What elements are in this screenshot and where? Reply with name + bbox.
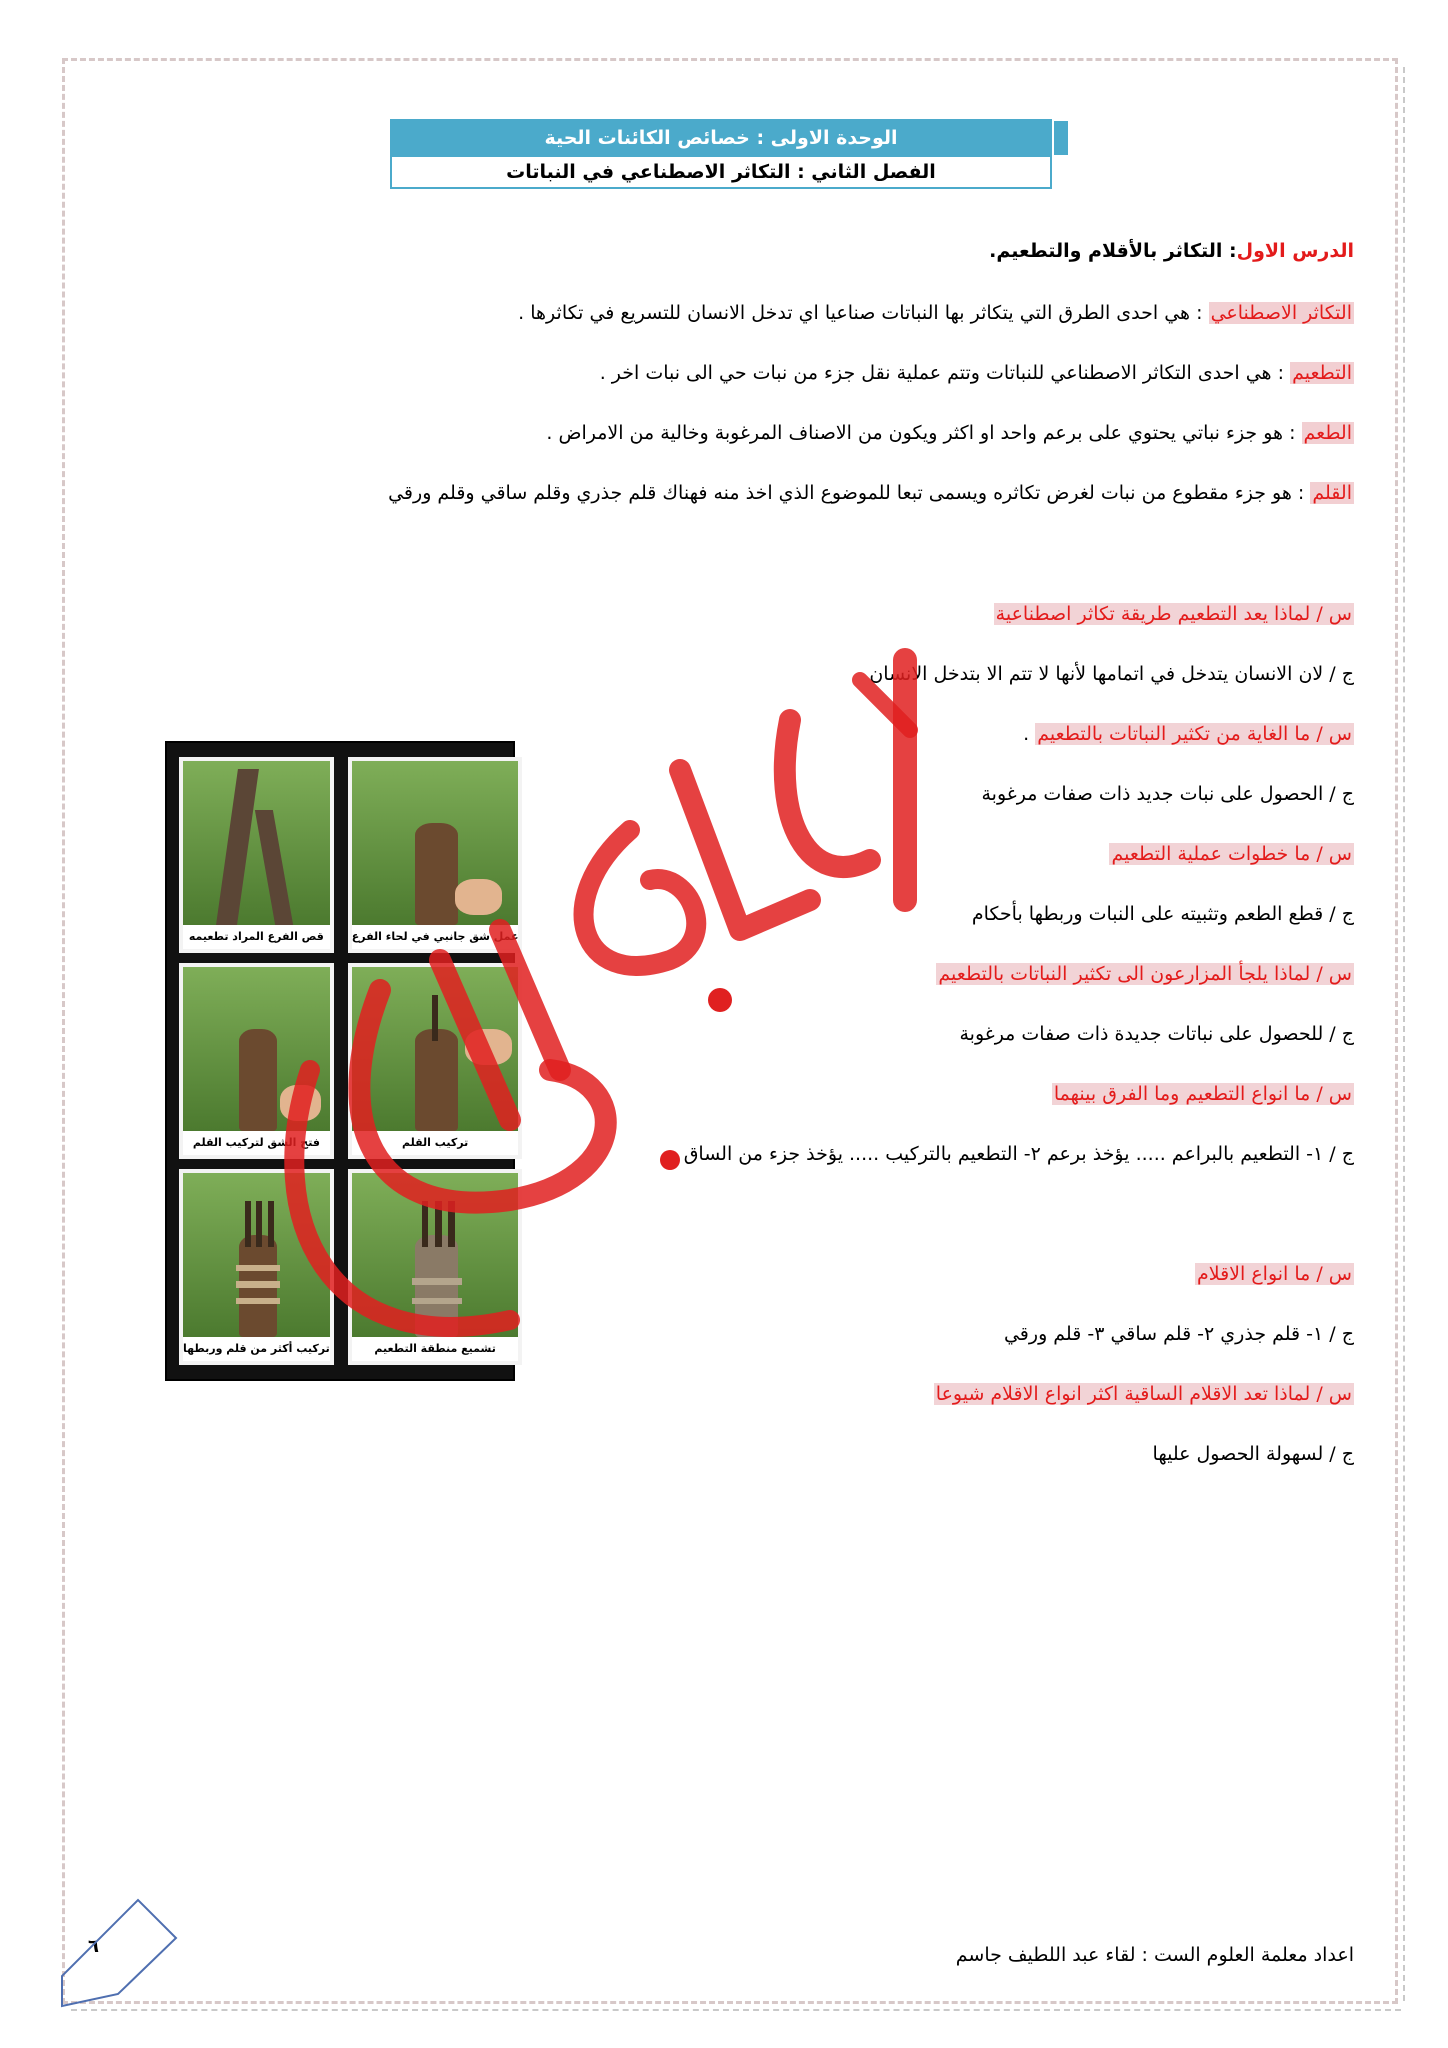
definition-term: الطعم xyxy=(1303,422,1352,444)
figure-panel xyxy=(179,1169,334,1365)
question xyxy=(1023,723,1354,745)
photo-multiple-scions xyxy=(183,1173,330,1337)
question xyxy=(1195,1263,1354,1285)
lesson-title: : التكاثر بالأقلام والتطعيم. xyxy=(989,240,1237,262)
question xyxy=(1052,1083,1354,1105)
figure-panel xyxy=(179,963,334,1159)
definition-line xyxy=(518,302,1354,324)
figure-panel xyxy=(179,757,334,953)
answer: ج / قطع الطعم وتثبيته على النبات وربطها بأحكام xyxy=(971,903,1354,925)
figure-caption: تركيب أكثر من قلم وربطها xyxy=(183,1337,330,1361)
definition-line xyxy=(600,362,1354,384)
page-number: ٦ xyxy=(88,1936,99,1957)
question-text: س / ما انواع الاقلام xyxy=(1196,1263,1352,1285)
figure-caption: فتح الشق لتركيب القلم xyxy=(183,1131,330,1155)
figure-caption: تشميع منطقة التطعيم xyxy=(352,1337,519,1361)
answer: ج / لسهولة الحصول عليها xyxy=(1152,1443,1354,1465)
lesson-label: الدرس الاول xyxy=(1236,240,1354,262)
answer: ج / لان الانسان يتدخل في اتمامها لأنها لا تتم الا بتدخل الانسان xyxy=(869,663,1354,685)
question-text: س / ما الغاية من تكثير النباتات بالتطعيم xyxy=(1037,723,1352,745)
question-text: س / لماذا يلجأ المزارعون الى تكثير النباتات بالتطعيم xyxy=(938,963,1352,985)
photo-open-slit xyxy=(183,967,330,1131)
question-suffix: . xyxy=(1023,723,1036,745)
figure-panel xyxy=(348,1169,523,1365)
definition-term: التكاثر الاصطناعي xyxy=(1210,302,1352,324)
title-box xyxy=(390,119,1052,189)
question-text: س / لماذا يعد التطعيم طريقة تكاثر اصطناعية xyxy=(995,603,1352,625)
figure-panel xyxy=(348,757,523,953)
definition-text: : هو جزء مقطوع من نبات لغرض تكاثره ويسمى تبعا للموضوع الذي اخذ منه فهناك قلم جذري وقلم ساقي وقلم ورقي xyxy=(388,482,1311,504)
page-corner-tab xyxy=(58,1890,178,2010)
question-text: س / لماذا تعد الاقلام الساقية اكثر انواع الاقلام شيوعا xyxy=(935,1383,1352,1405)
photo-wax-seal xyxy=(352,1173,519,1337)
question-text: س / ما خطوات عملية التطعيم xyxy=(1111,843,1352,865)
question-text: س / ما انواع التطعيم وما الفرق بينهما xyxy=(1053,1083,1352,1105)
answer: ج / الحصول على نبات جديد ذات صفات مرغوبة xyxy=(981,783,1354,805)
definition-text: : هي احدى التكاثر الاصطناعي للنباتات وتتم عملية نقل جزء من نبات حي الى نبات اخر . xyxy=(599,362,1291,384)
grafting-steps-figure xyxy=(165,741,519,1381)
chapter-title: الفصل الثاني : التكاثر الاصطناعي في النباتات xyxy=(390,157,1052,189)
figure-panel xyxy=(348,963,523,1159)
definition-term: القلم xyxy=(1312,482,1352,504)
answer: ج / ١- قلم جذري ٢- قلم ساقي ٣- قلم ورقي xyxy=(1003,1323,1354,1345)
unit-title: الوحدة الاولى : خصائص الكائنات الحية xyxy=(390,119,1052,157)
question xyxy=(936,963,1354,985)
lesson-heading xyxy=(989,240,1354,262)
photo-side-cut xyxy=(352,761,519,925)
answer: ج / ١- التطعيم بالبراعم ..... يؤخذ برعم ٢- التطعيم بالتركيب ..... يؤخذ جزء من الساق xyxy=(683,1143,1354,1165)
definition-line xyxy=(388,482,1354,504)
question xyxy=(994,603,1354,625)
answer: ج / للحصول على نباتات جديدة ذات صفات مرغوبة xyxy=(959,1023,1354,1045)
definition-line xyxy=(546,422,1354,444)
figure-caption: تركيب القلم xyxy=(352,1131,519,1155)
question xyxy=(934,1383,1354,1405)
figure-caption: قص الفرع المراد تطعيمه xyxy=(183,925,330,949)
photo-cut-branch xyxy=(183,761,330,925)
question xyxy=(1109,843,1354,865)
definition-text: : هو جزء نباتي يحتوي على برعم واحد او اكثر ويكون من الاصناف المرغوبة وخالية من الامراض . xyxy=(546,422,1302,444)
figure-caption: عمل شق جانبي في لحاء الفرع xyxy=(352,925,519,949)
definition-text: : هي احدى الطرق التي يتكاثر بها النباتات صناعيا اي تدخل الانسان للتسريع في تكاثرها . xyxy=(518,302,1209,324)
definition-term: التطعيم xyxy=(1292,362,1352,384)
footer-author: اعداد معلمة العلوم الست : لقاء عبد اللطيف جاسم xyxy=(955,1944,1354,1966)
photo-insert-scion xyxy=(352,967,519,1131)
